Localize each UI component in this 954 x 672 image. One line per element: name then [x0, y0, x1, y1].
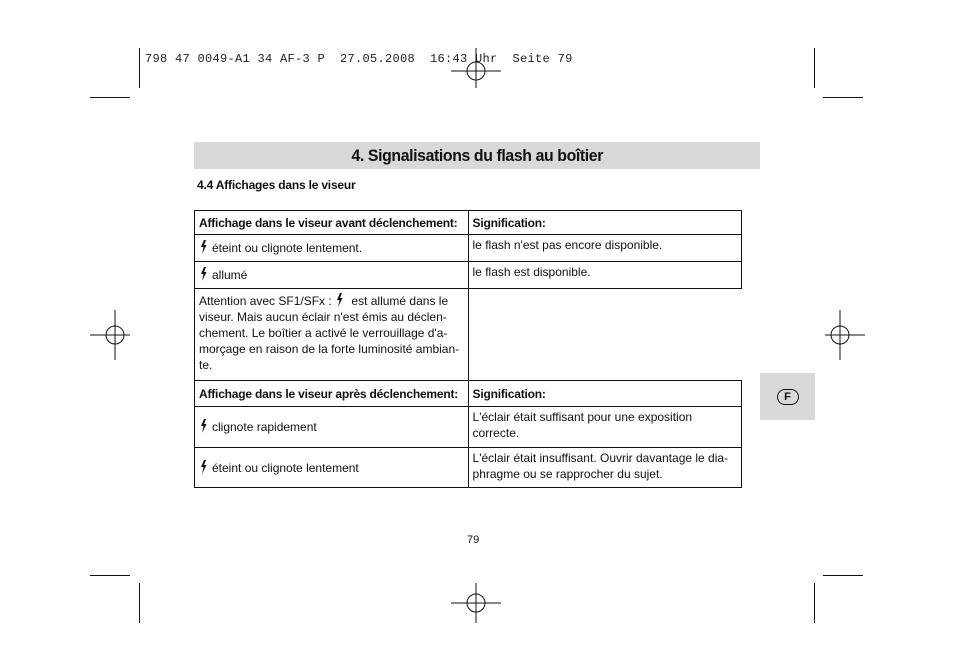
meaning-cell: le flash n'est pas encore disponible.	[468, 235, 741, 262]
meaning-cell: L'éclair était insuffisant. Ouvrir davantage le dia- phragme ou se rapprocher du sujet.	[468, 448, 741, 488]
after-display-header: Affichage dans le viseur après déclenchement:	[195, 381, 469, 407]
display-cell: allumé	[195, 262, 469, 289]
after-meaning-header: Signification:	[468, 381, 741, 407]
section-title: 4. Signalisations du flash au boîtier	[351, 145, 603, 165]
before-display-header: Affichage dans le viseur avant déclenchement:	[195, 211, 469, 235]
note-row	[195, 289, 742, 381]
empty-cell	[468, 289, 741, 381]
section-title-bar	[194, 142, 760, 169]
subsection-title: 4.4 Affichages dans le viseur	[197, 178, 356, 192]
before-meaning-header: Signification:	[468, 211, 741, 235]
attention-note: Attention avec SF1/SFx : est allumé dans le viseur. Mais aucun éclair n'est émis au déclen- chement. Le boîtier a activé le verrouillage d'a- morçage en raison de la forte luminosité ambian- te.	[195, 289, 469, 381]
flash-bolt-icon	[199, 419, 208, 433]
page-number: 79	[467, 534, 480, 546]
viewfinder-table	[194, 210, 742, 488]
language-tab	[760, 373, 815, 420]
table-header-row	[195, 211, 742, 235]
registration-mark-icon	[90, 310, 140, 360]
flash-bolt-icon	[335, 293, 344, 307]
table-row	[195, 407, 742, 448]
flash-bolt-icon	[199, 267, 208, 281]
table-row	[195, 262, 742, 289]
flash-bolt-icon	[199, 240, 208, 254]
table-row	[195, 235, 742, 262]
language-tab-label: F	[777, 389, 799, 405]
display-cell: éteint ou clignote lentement	[195, 448, 469, 488]
table-row	[195, 448, 742, 488]
table-header-row	[195, 381, 742, 407]
print-header: 798 47 0049-A1 34 AF-3 P 27.05.2008 16:43 Uhr Seite 79	[145, 52, 573, 66]
registration-mark-icon	[451, 578, 501, 628]
registration-mark-icon	[815, 310, 865, 360]
registration-mark-icon	[451, 48, 501, 98]
meaning-cell: le flash est disponible.	[468, 262, 741, 289]
display-cell: éteint ou clignote lentement.	[195, 235, 469, 262]
display-cell: clignote rapidement	[195, 407, 469, 448]
meaning-cell: L'éclair était suffisant pour une exposition correcte.	[468, 407, 741, 448]
flash-bolt-icon	[199, 460, 208, 474]
